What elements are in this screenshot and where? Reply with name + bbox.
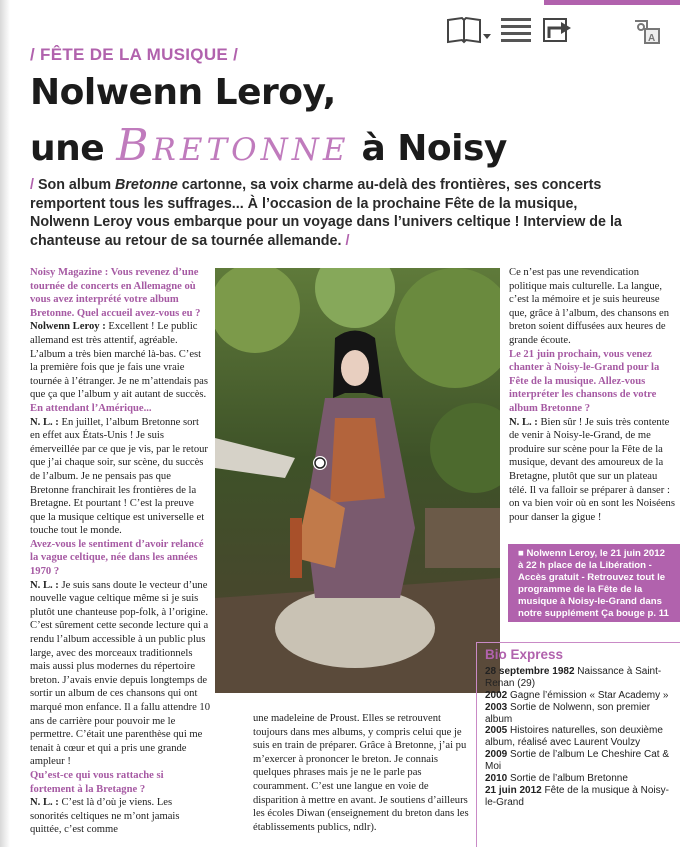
question-2: En attendant l’Amérique... (30, 402, 152, 414)
bio-entry-text: Gagne l’émission « Star Academy » (507, 689, 669, 701)
bio-entry (485, 690, 674, 702)
book-dropdown-icon[interactable] (444, 14, 494, 46)
bio-express-box (476, 642, 680, 847)
bio-entry-text: Histoires naturelles, son deuxième album, réalisé avec Laurent Voulzy (485, 725, 663, 749)
title-script-word: Bretonne (116, 120, 350, 171)
event-info-box: ■ Nolwenn Leroy, le 21 juin 2012 à 22 h place de la Libération - Accès gratuit - Retrouvez tout le programme de la Fête de la musique à Noisy-le-Grand dans notre supplément Ça bouge p. 11 (508, 544, 680, 622)
bio-title: Bio Express (485, 647, 564, 662)
bio-entry (485, 749, 674, 773)
bio-entry (485, 702, 674, 726)
intro-part2: cartonne, sa voix charme au-delà des frontières, ses concerts remportent tous les suffrages... À l’occasion de la prochaine Fête de la musique, Nolwenn Leroy vous embarque pour un voyage dans l’univers celtique ! Interview de la chanteuse au retour de sa tournée allemande. (30, 177, 622, 249)
bio-entry-text: Sortie de Nolwenn, son premier album (485, 701, 651, 725)
question-4: Qu’est-ce qui vous rattache si fortement à la Bretagne ? (30, 769, 164, 795)
bio-entry-text: Fête de la musique à Noisy-le-Grand (485, 784, 669, 808)
bio-entry-date: 2005 (485, 725, 508, 737)
intro-lead (30, 176, 630, 250)
bio-entry-text: Sortie de l’album Bretonne (507, 773, 628, 785)
artist-photo[interactable] (215, 268, 500, 693)
column-3 (509, 266, 675, 536)
bio-entry-text: Sortie de l’album Le Cheshire Cat & Moi (485, 749, 669, 773)
text-view-icon[interactable] (630, 14, 666, 46)
title-line-1: Nolwenn Leroy, (30, 72, 336, 113)
question-3: Avez-vous le sentiment d’avoir relancé la vague celtique, née dans les années 1970 ? (30, 538, 204, 578)
bio-entry-date: 2010 (485, 773, 508, 785)
column-2-bottom: une madeleine de Proust. Elles se retrouvent toujours dans mes albums, y compris celui que je suis en train de préparer. Grâce à Bretonne, j’ai pu m’exercer à prononcer le breton. Je connais quelques phrases mais je ne le parle pas couramment. C’est une langue en voie de disparition à mettre en avant. Je soutiens d’ailleurs les écoles Diwan (enseignement du breton dans les établissements publics, ndlr). (253, 713, 469, 833)
table-of-contents-icon[interactable] (498, 14, 534, 46)
bio-entry (485, 725, 674, 749)
bio-entry-date: 21 juin 2012 (485, 784, 542, 796)
title-line-2 (30, 120, 507, 171)
bio-entry (485, 773, 674, 785)
bio-entry-date: 2009 (485, 749, 508, 761)
answer-2: En juillet, l’album Bretonne sort en effet aux États-Unis ! Je suis émerveillée par ce que je vis, par le retour que j’ai chaque soir, sur scène, du succès de l’album. Je ne pensais pas que Bretonne franchirait les frontières de la Bretagne. Et pourtant ! C’est la preuve que la musique celtique est universelle et touche tout le monde. (30, 416, 208, 537)
answer-5: Bien sûr ! Je suis très contente de venir à Noisy-le-Grand, de me produire sur scène pour la Fête de la musique, devant des amoureux de la Bretagne, plutôt que sur un plateau télé. Il va falloir se préparer à danser : on va bien voir où en sont les Noiséens pour danser la gigue ! (509, 416, 675, 523)
page-edge-shadow (0, 0, 10, 847)
answer-1: Excellent ! Le public allemand est très attentif, agréable. L’album a très bien marché là-bas. C’est la première fois que je fais une vraie tournée à l’étranger. Je ne m’attendais pas que ça que l’album y ait autant de succès. (30, 321, 208, 401)
question-1: Noisy Magazine : Vous revenez d’une tournée de concerts en Allemagne où vous avez interprété votre album Bretonne. Quel accueil avez-vous eu ? (30, 267, 201, 319)
answer-continued: Ce n’est pas une revendication politique mais culturelle. La langue, c’est la mémoire et je suis heureuse que, grâce à l’album, des chansons en breton soient diffusées aux heures de grande écoute. (509, 267, 670, 346)
bio-entry (485, 785, 674, 809)
top-accent-bar (544, 0, 680, 5)
speaker-label: N. L. : (30, 797, 59, 809)
bio-entry (485, 666, 674, 690)
answer-4: C’est là d’où je viens. Les sonorités celtiques ne m’ont jamais quittée, c’est comme (30, 797, 180, 836)
speaker-label: N. L. : (30, 416, 59, 428)
answer-3: Je suis sans doute le vecteur d’une nouvelle vague celtique même si je suis plutôt une chanteuse pop-folk, à l’origine. C’est sûrement cette seconde lecture qui a rendu l’album accessible à un public plus large, avec des morceaux traditionnels mais aussi plus modernes du répertoire breton. J’avais envie depuis longtemps de sortir un album de ces chansons qui ont marqué mon enfance. Il a fallu attendre 10 ans de carrière pour pouvoir me le permettre. C’était une parenthèse qui me tenait à cœur et qui a pris une grande ampleur ! (30, 579, 211, 768)
bio-list (485, 666, 674, 809)
column-1 (30, 266, 210, 841)
speaker-label: N. L. : (509, 416, 538, 428)
bio-entry-text: Naissance à Saint-Renan (29) (485, 665, 662, 689)
share-icon[interactable] (538, 14, 580, 46)
speaker-label: Nolwenn Leroy : (30, 321, 106, 333)
section-tag: / FÊTE DE LA MUSIQUE / (30, 45, 239, 64)
intro-part1: Son album (33, 177, 116, 193)
bio-entry-date: 2003 (485, 701, 508, 713)
intro-open-slash: / (30, 177, 34, 193)
bio-entry-date: 28 septembre 1982 (485, 665, 575, 677)
title-word-une: une (30, 128, 105, 169)
intro-close-slash: / (345, 232, 350, 249)
title-word-a-noisy: à Noisy (361, 128, 507, 169)
svg-text:A: A (648, 33, 656, 44)
intro-album: Bretonne (115, 177, 178, 193)
question-5: Le 21 juin prochain, vous venez chanter à Noisy-le-Grand pour la Fête de la musique. Allez-vous interpréter les chansons de votre album Bretonne ? (509, 348, 660, 414)
speaker-label: N. L. : (30, 579, 59, 591)
bio-entry-date: 2002 (485, 689, 508, 701)
